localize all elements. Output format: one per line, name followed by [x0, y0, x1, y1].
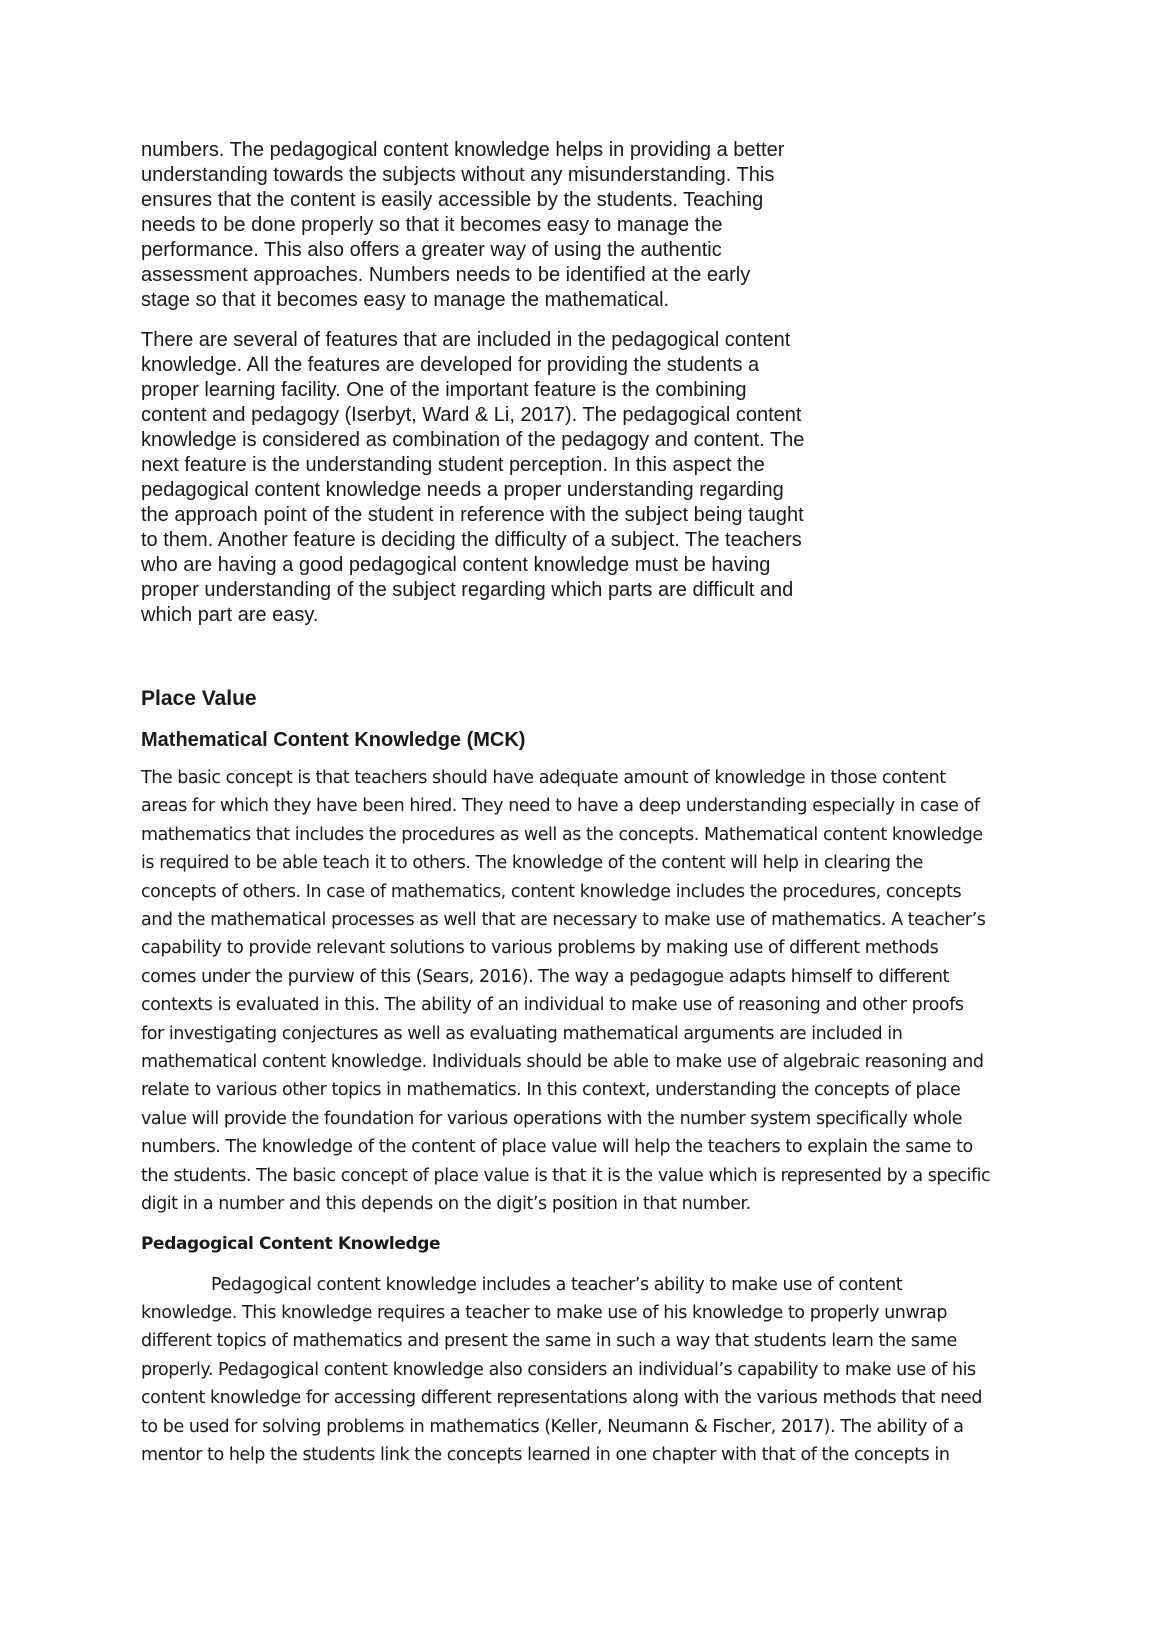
pck-paragraph-text: Pedagogical content knowledge includes a teacher’s ability to make use of content knowledge. This knowledge requires a teacher to make use of his knowledge to properly unwrap different topics of mathematics and present the same in such a way that students learn the same properly. Pedagogical content knowledge also considers an individual’s capability to make use of his content knowledge for accessing different representations along with the various methods that need to be used for solving problems in mathematics (Keller, Neumann & Fischer, 2017). The ability of a mentor to help the students link the concepts learned in one chapter with that of the concepts in: [141, 1274, 983, 1465]
mck-heading: Mathematical Content Knowledge (MCK): [141, 729, 526, 751]
paragraph-features: There are several of features that are included in the pedagogical content knowledge. All the features are developed for providing the students a proper learning facility. One of the important feature is the combining content and pedagogy (Iserbyt, Ward & Li, 2017). The pedagogical content knowledge is considered as combination of the pedagogy and content. The next feature is the understanding student perception. In this aspect the pedagogical content knowledge needs a proper understanding regarding the approach point of the student in reference with the subject being taught to them. Another feature is deciding the difficulty of a subject. The teachers who are having a good pedagogical content knowledge must be having proper understanding of the subject regarding which parts are difficult and which part are easy.: [141, 329, 805, 626]
pck-heading: Pedagogical Content Knowledge: [141, 1233, 441, 1254]
mck-paragraph: The basic concept is that teachers should have adequate amount of knowledge in those content areas for which they have been hired. They need to have a deep understanding especially in case of mathematics that includes the procedures as well as the concepts. Mathematical content knowledge is required to be able teach it to others. The knowledge of the content will help in clearing the concepts of others. In case of mathematics, content knowledge includes the procedures, concepts and the mathematical processes as well that are necessary to make use of mathematics. A teacher’s capability to provide relevant solutions to various problems by making use of different methods comes under the purview of this (Sears, 2016). The way a pedagogue adapts himself to different contexts is evaluated in this. The ability of an individual to make use of reasoning and other proofs for investigating conjectures as well as evaluating mathematical arguments are included in mathematical content knowledge. Individuals should be able to make use of algebraic reasoning and relate to various other topics in mathematics. In this context, understanding the concepts of place value will provide the foundation for various operations with the number system specifically whole numbers. The knowledge of the content of place value will help the teachers to explain the same to the students. The basic concept of place value is that it is the value which is represented by a specific digit in a number and this depends on the digit’s position in that number.: [141, 768, 991, 1215]
paragraph-numbers: numbers. The pedagogical content knowledge helps in providing a better understanding towards the subjects without any misunderstanding. This ensures that the content is easily accessible by the students. Teaching needs to be done properly so that it becomes easy to manage the performance. This also offers a greater way of using the authentic assessment approaches. Numbers needs to be identified at the early stage so that it becomes easy to manage the mathematical.: [141, 139, 785, 311]
place-value-section: [141, 686, 1041, 1469]
continuation-block: [141, 138, 861, 643]
section-title: Place Value: [141, 687, 257, 710]
pck-paragraph: [141, 1271, 1041, 1470]
